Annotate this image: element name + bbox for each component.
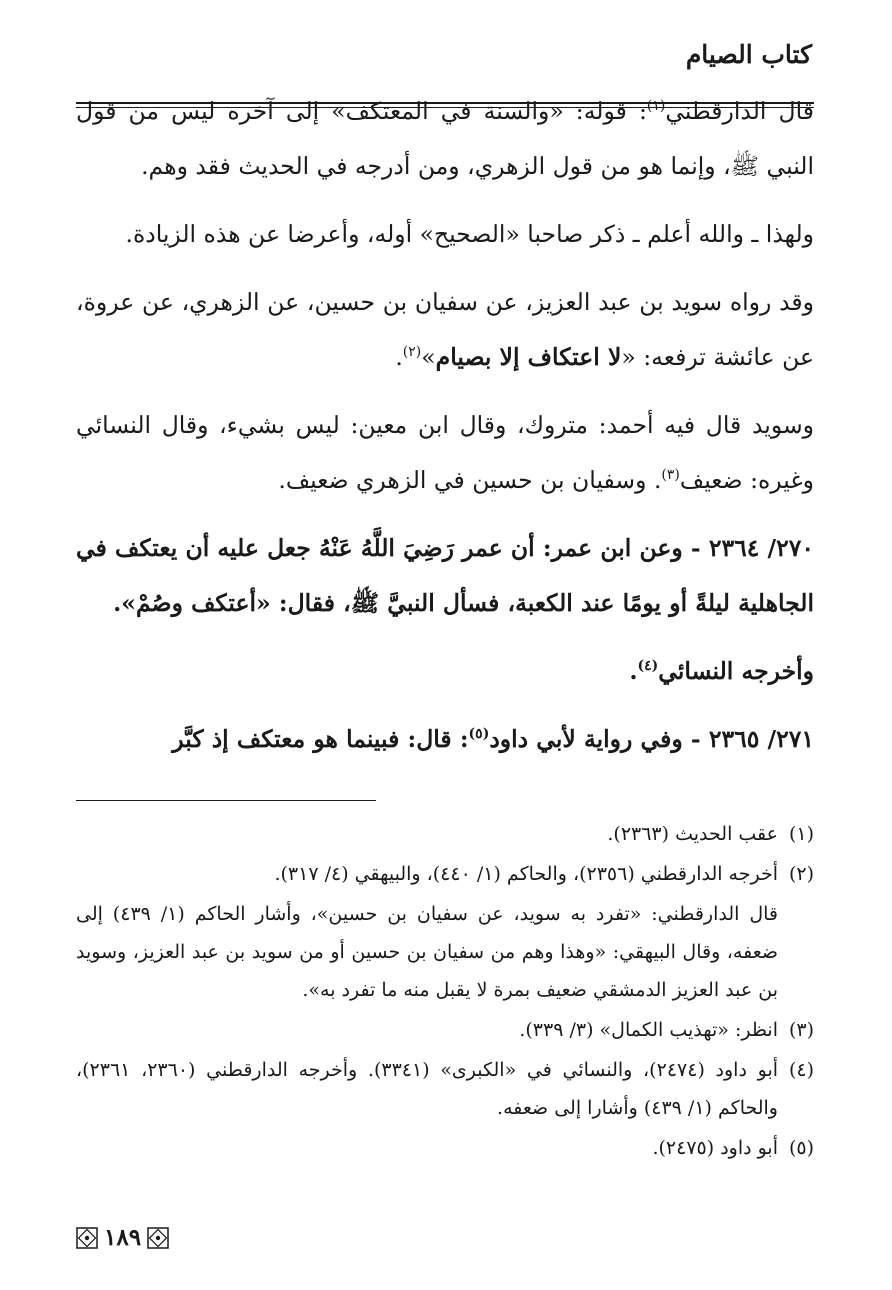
page-number-block [76, 1224, 169, 1251]
hadith-number: ٢٧١/ ٢٣٦٥ [708, 725, 814, 753]
footnote-text: انظر: «تهذيب الكمال» (٣/ ٣٣٩). [519, 1019, 778, 1041]
page-number: ١٨٩ [104, 1224, 142, 1251]
footnote-text: قال الدارقطني: «تفرد به سويد، عن سفيان بن حسين»، وأشار الحاكم (١/ ٤٣٩) إلى ضعفه، وقال البيهقي: «وهذا وهم من سفيان بن حسين أو من سويد بن عبد العزيز، وسويد بن عبد العزيز الدمشقي ضعيف بمرة لا يقبل منه ما تفرد به». [76, 903, 778, 1001]
footnote-text: أبو داود (٢٤٧٤)، والنسائي في «الكبرى» (٣٣٤١). وأخرجه الدارقطني (٢٣٦٠، ٢٣٦١)، والحاكم (١/ ٤٣٩) وأشارا إلى ضعفه. [76, 1059, 779, 1119]
footnote-item [76, 815, 814, 853]
footnote-item [76, 855, 814, 893]
ornament-icon [147, 1227, 169, 1249]
ornament-icon [76, 1227, 98, 1249]
footnote-number: (١) [788, 823, 814, 845]
hadith-271: ٢٧١/ ٢٣٦٥ - وفي رواية لأبي داود$^{(٥)}$: قال: فبينما هو معتكف إذ كبَّر [172, 725, 814, 753]
footnotes [76, 815, 814, 1169]
paragraph-6: وأخرجه النسائي$^{(٤)}$. [629, 657, 814, 685]
footnote-number: (٥) [788, 1137, 814, 1159]
main-text [76, 84, 814, 780]
footnote-separator [76, 800, 376, 801]
footnote-number: (٢) [788, 863, 814, 885]
paragraph-3: وقد رواه سويد بن عبد العزيز، عن سفيان بن حسين، عن الزهري، عن عروة، عن عائشة ترفعه: «لا اعتكاف إلا بصيام»$^{(٢)}$. [76, 288, 814, 371]
footnote-text: أخرجه الدارقطني (٢٣٥٦)، والحاكم (١/ ٤٤٠)، والبيهقي (٤/ ٣١٧). [274, 863, 778, 885]
paragraph-1: قال الدارقطني$^{(١)}$: قوله: «والسنة في المعتكف» إلى آخره ليس من قول النبي ﷺ، وإنما هو من قول الزهري، ومن أدرجه في الحديث فقد وهم. [76, 97, 814, 180]
footnote-item [76, 895, 814, 1009]
footnote-ref-4[interactable]: (٤) [637, 658, 659, 675]
hadith-quote: لا اعتكاف إلا بصيام [435, 343, 622, 371]
hadith-number: ٢٧٠/ ٢٣٦٤ [708, 534, 814, 562]
hadith-270: ٢٧٠/ ٢٣٦٤ - وعن ابن عمر: أن عمر رَضِيَ اللَّهُ عَنْهُ جعل عليه أن يعتكف في الجاهلية ليلةً أو يومًا عند الكعبة، فسأل النبيَّ ﷺ، فقال: «أعتكف وصُمْ». [76, 534, 814, 617]
footnote-ref-3[interactable]: (٣) [661, 467, 680, 484]
paragraph-2: ولهذا ـ والله أعلم ـ ذكر صاحبا «الصحيح» أوله، وأعرضا عن هذه الزيادة. [125, 220, 814, 248]
footnote-ref-5[interactable]: (٥) [468, 726, 490, 743]
footnote-ref-2[interactable]: (٢) [402, 344, 422, 361]
footnote-ref-1[interactable]: (١) [646, 98, 666, 115]
footnote-item [76, 1011, 814, 1049]
running-header [76, 34, 814, 74]
footnote-number [778, 895, 814, 1009]
footnote-number: (٤) [788, 1059, 814, 1081]
footnote-text: عقب الحديث (٢٣٦٣). [607, 823, 778, 845]
chapter-title: كتاب الصيام [685, 40, 812, 69]
footnote-number: (٣) [788, 1019, 814, 1041]
paragraph-4: وسويد قال فيه أحمد: متروك، وقال ابن معين: ليس بشيء، وقال النسائي وغيره: ضعيف$^{(٣)}$. وسفيان بن حسين في الزهري ضعيف. [76, 411, 814, 494]
footnote-item [76, 1051, 814, 1127]
footnote-item [76, 1129, 814, 1167]
footnote-text: أبو داود (٢٤٧٥). [652, 1137, 778, 1159]
